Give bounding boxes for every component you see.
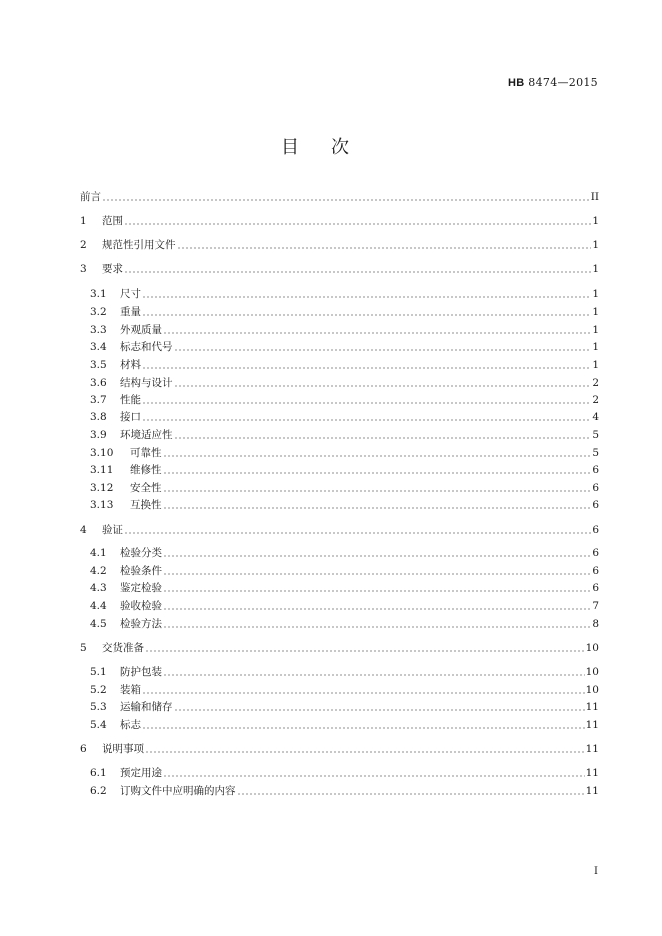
toc-entry-number: 3 xyxy=(80,263,87,275)
toc-entry[interactable] xyxy=(90,681,599,699)
toc-leader-dots xyxy=(124,532,591,534)
toc-entry-page: 4 xyxy=(592,411,599,423)
toc-entry-title: 结构与设计 xyxy=(120,377,173,389)
toc-leader-dots xyxy=(163,507,592,509)
toc-entry-title: 材料 xyxy=(120,359,141,371)
toc-entry[interactable] xyxy=(80,212,599,230)
toc-entry-title: 维修性 xyxy=(130,464,162,476)
toc-entry-title: 预定用途 xyxy=(120,767,162,779)
toc-entry-title: 要求 xyxy=(102,263,123,275)
toc-leader-dots xyxy=(237,793,585,795)
toc-entry-number: 3.11 xyxy=(90,464,114,476)
toc-entry-number: 3.2 xyxy=(90,306,107,318)
toc-entry[interactable] xyxy=(90,579,599,597)
toc-entry-title: 鉴定检验 xyxy=(120,582,162,594)
toc-entry-title: 运输和储存 xyxy=(120,701,173,713)
toc-entry[interactable] xyxy=(90,496,599,514)
toc-entry-title: 订购文件中应明确的内容 xyxy=(120,785,236,797)
toc-entry-page: 6 xyxy=(592,582,599,594)
toc-entry-page: 11 xyxy=(585,743,599,755)
toc-leader-dots xyxy=(142,692,585,694)
toc-entry-title: 性能 xyxy=(120,394,141,406)
toc-entry[interactable] xyxy=(90,615,599,633)
toc-entry-page: 11 xyxy=(585,767,599,779)
toc-leader-dots xyxy=(124,271,591,273)
standard-prefix: HB xyxy=(508,77,525,89)
toc-entry-title: 尺寸 xyxy=(120,288,141,300)
toc-leader-dots xyxy=(174,437,592,439)
toc-entry[interactable] xyxy=(90,479,599,497)
toc-entry-number: 2 xyxy=(80,239,87,251)
toc-entry-page: 6 xyxy=(592,464,599,476)
toc-entry[interactable] xyxy=(90,461,599,479)
toc-entry-page: 6 xyxy=(592,482,599,494)
toc-leader-dots xyxy=(142,727,585,729)
toc-entry-page: 1 xyxy=(592,359,599,371)
toc-entry[interactable] xyxy=(90,356,599,374)
toc-entry-title: 接口 xyxy=(120,411,141,423)
toc-leader-dots xyxy=(163,775,585,777)
toc-entry-number: 6.1 xyxy=(90,767,107,779)
toc-entry-number: 1 xyxy=(80,215,87,227)
toc-entry-page: 10 xyxy=(585,666,599,678)
toc-entry-title: 验证 xyxy=(102,524,123,536)
toc-leader-dots xyxy=(174,385,592,387)
toc-entry-title: 验收检验 xyxy=(120,600,162,612)
toc-entry[interactable] xyxy=(80,639,599,657)
toc-entry[interactable] xyxy=(80,740,599,758)
toc-entry-page: 1 xyxy=(592,306,599,318)
toc-entry-number: 4 xyxy=(80,524,87,536)
toc-entry-number: 4.2 xyxy=(90,565,107,577)
toc-leader-dots xyxy=(124,223,591,225)
toc-entry-title: 可靠性 xyxy=(130,447,162,459)
toc-entry-page: 2 xyxy=(592,394,599,406)
toc-entry-number: 5.1 xyxy=(90,666,107,678)
toc-entry-title: 说明事项 xyxy=(102,743,144,755)
toc-entry-page: 6 xyxy=(592,524,599,536)
toc-leader-dots xyxy=(163,472,592,474)
toc-entry-number: 3.10 xyxy=(90,447,114,459)
toc-entry-number: 3.8 xyxy=(90,411,107,423)
toc-entry-title: 规范性引用文件 xyxy=(102,239,176,251)
toc-entry-page: 10 xyxy=(585,642,599,654)
toc-entry-number: 3.7 xyxy=(90,394,107,406)
toc-entry[interactable] xyxy=(90,374,599,392)
toc-entry[interactable] xyxy=(80,521,599,539)
toc-entry-number: 4.3 xyxy=(90,582,107,594)
toc-leader-dots xyxy=(142,296,591,298)
toc-leader-dots xyxy=(142,314,591,316)
toc-entry-title: 重量 xyxy=(120,306,141,318)
toc-leader-dots xyxy=(177,247,592,249)
standard-number xyxy=(508,76,598,89)
toc-leader-dots xyxy=(163,608,591,610)
toc-entry-page: II xyxy=(590,191,599,203)
toc-entry-page: 11 xyxy=(585,701,599,713)
toc-leader-dots xyxy=(163,455,592,457)
toc-leader-dots xyxy=(142,419,591,421)
toc-entry[interactable] xyxy=(90,716,599,734)
toc-entry-number: 4.1 xyxy=(90,547,107,559)
toc-entry-number: 4.4 xyxy=(90,600,107,612)
toc-entry-page: 5 xyxy=(592,447,599,459)
toc-entry-page: 1 xyxy=(592,288,599,300)
toc-entry-page: 11 xyxy=(585,719,599,731)
toc-entry-number: 6.2 xyxy=(90,785,107,797)
toc-entry-page: 1 xyxy=(592,215,599,227)
toc-leader-dots xyxy=(163,490,592,492)
toc-entry-page: 6 xyxy=(592,499,599,511)
toc-entry[interactable] xyxy=(90,285,599,303)
toc-entry[interactable] xyxy=(90,321,599,339)
toc-leader-dots xyxy=(145,751,585,753)
toc-entry-page: 11 xyxy=(585,785,599,797)
toc-entry[interactable] xyxy=(90,698,599,716)
toc-entry-title: 交货准备 xyxy=(102,642,144,654)
toc-entry[interactable] xyxy=(90,597,599,615)
toc-entry-title: 检验分类 xyxy=(120,547,162,559)
toc-leader-dots xyxy=(163,555,591,557)
toc-leader-dots xyxy=(145,650,585,652)
toc-entry-number: 5.4 xyxy=(90,719,107,731)
toc-entry-title: 环境适应性 xyxy=(120,429,173,441)
toc-entry-title: 互换性 xyxy=(130,499,162,511)
toc-leader-dots xyxy=(163,332,591,334)
toc-leader-dots xyxy=(163,626,591,628)
toc-entry-number: 3.9 xyxy=(90,429,107,441)
toc-entry-page: 6 xyxy=(592,565,599,577)
toc-leader-dots xyxy=(163,573,591,575)
toc-leader-dots xyxy=(163,590,591,592)
toc-entry-page: 8 xyxy=(592,618,599,630)
toc-entry-title: 检验条件 xyxy=(120,565,162,577)
toc-entry[interactable] xyxy=(90,663,599,681)
toc-entry-page: 2 xyxy=(592,377,599,389)
toc-entry-number: 3.12 xyxy=(90,482,114,494)
toc-entry-number: 3.5 xyxy=(90,359,107,371)
toc-entry-number: 4.5 xyxy=(90,618,107,630)
toc-entry[interactable] xyxy=(90,444,599,462)
toc-entry-page: 1 xyxy=(592,341,599,353)
toc-entry-title: 检验方法 xyxy=(120,618,162,630)
toc-entry[interactable] xyxy=(90,426,599,444)
toc-entry-number: 3.13 xyxy=(90,499,114,511)
toc-leader-dots xyxy=(102,199,590,201)
toc-entry[interactable] xyxy=(90,562,599,580)
toc-leader-dots xyxy=(163,674,585,676)
toc-entry-title: 装箱 xyxy=(120,684,141,696)
toc-entry-number: 5 xyxy=(80,642,87,654)
toc-leader-dots xyxy=(174,709,585,711)
toc-entry-title: 防护包装 xyxy=(120,666,162,678)
toc-entry-number: 3.1 xyxy=(90,288,107,300)
toc-entry-number: 5.2 xyxy=(90,684,107,696)
standard-code: 8474—2015 xyxy=(528,76,598,89)
toc-leader-dots xyxy=(142,402,591,404)
toc-entry[interactable] xyxy=(90,408,599,426)
toc-entry-page: 7 xyxy=(592,600,599,612)
toc-entry-page: 1 xyxy=(592,324,599,336)
toc-entry-number: 3.3 xyxy=(90,324,107,336)
toc-leader-dots xyxy=(142,367,591,369)
toc-entry-number: 3.4 xyxy=(90,341,107,353)
toc-entry-number: 3.6 xyxy=(90,377,107,389)
toc-entry[interactable] xyxy=(90,764,599,782)
toc-entry[interactable] xyxy=(90,544,599,562)
toc-entry-number: 5.3 xyxy=(90,701,107,713)
toc-entry-title: 外观质量 xyxy=(120,324,162,336)
toc-entry[interactable] xyxy=(90,391,599,409)
toc-entry[interactable] xyxy=(90,303,599,321)
toc-entry-title: 安全性 xyxy=(130,482,162,494)
toc-entry-number: 6 xyxy=(80,743,87,755)
toc-entry-page: 6 xyxy=(592,547,599,559)
toc-entry-page: 1 xyxy=(592,263,599,275)
toc-entry-title: 前言 xyxy=(80,191,101,203)
toc-entry-title: 标志 xyxy=(120,719,141,731)
toc-entry[interactable] xyxy=(80,236,599,254)
toc-entry-title: 范围 xyxy=(102,215,123,227)
toc-entry-page: 5 xyxy=(592,429,599,441)
toc-entry[interactable] xyxy=(90,338,599,356)
page-number: I xyxy=(594,866,598,877)
toc-entry[interactable] xyxy=(80,260,599,278)
page-title: 目次 xyxy=(281,137,381,158)
toc-leader-dots xyxy=(174,349,592,351)
toc-entry-page: 1 xyxy=(592,239,599,251)
toc-entry[interactable] xyxy=(90,782,599,800)
toc-entry-title: 标志和代号 xyxy=(120,341,173,353)
toc-entry[interactable] xyxy=(80,188,599,206)
toc-entry-page: 10 xyxy=(585,684,599,696)
